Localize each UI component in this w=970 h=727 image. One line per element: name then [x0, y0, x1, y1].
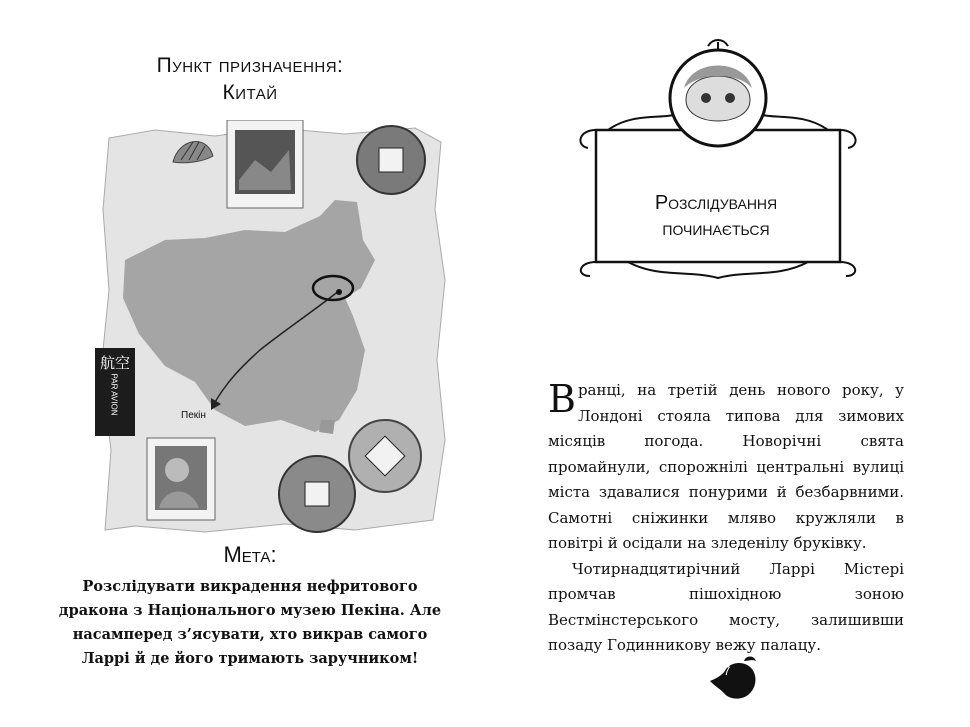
map-illustration — [95, 120, 455, 540]
chapter-title-line2: починається — [662, 218, 770, 240]
destination-heading — [60, 52, 440, 106]
chapter-frame — [568, 38, 868, 283]
destination-label: Пункт призначення: — [156, 54, 344, 77]
chinese-coin-icon — [349, 420, 421, 492]
chinese-coin-icon — [357, 126, 425, 194]
bird-silhouette-icon — [706, 655, 766, 705]
great-wall-stamp — [227, 120, 303, 208]
beijing-dot — [336, 289, 342, 295]
airmail-chinese-text: 航空 — [99, 354, 130, 372]
paragraph-1-text: ранці, на третій день нового року, у Лондоні стояла типова для зимових місяців погода. Новорічні свята промайнули, спорожнілі центральні вулиці міста здавалися понурими й безбарвними. Самотні сніжинки мляво кружляли в повітрі й осідали на зледенілу бруківку. — [548, 381, 904, 552]
chinese-coin-icon — [279, 456, 355, 532]
portrait-stamp — [147, 438, 215, 520]
china-map-collage — [95, 120, 455, 540]
hainan-island — [319, 420, 335, 434]
character-face-icon — [686, 76, 750, 121]
chapter-title-line1: Розслідування — [654, 192, 778, 214]
page-number: 7 — [723, 664, 731, 678]
goal-text: Розслідувати викрадення нефритового дракона з Національного музею Пекіна. Але насамперед з’ясувати, хто викрав самого Ларрі й де його тримають заручником! — [58, 578, 442, 667]
destination-country: Китай — [222, 81, 278, 104]
goal-heading: Мета: — [223, 542, 277, 567]
airmail-par-avion-text: PAR AVION — [109, 373, 119, 416]
paragraph-2: Чотирнадцятирічний Ларрі Містері промчав пішохідною зоною Вестмінстерського мосту, залишивши позаду Годинникову вежу палацу. — [548, 559, 904, 654]
page-number-badge — [706, 655, 756, 705]
beijing-label: Пекін — [181, 410, 206, 421]
chapter-title — [600, 190, 832, 242]
drop-cap: В — [548, 377, 576, 421]
paragraph-1 — [548, 378, 904, 557]
ornamental-frame — [568, 38, 868, 283]
chapter-body — [548, 378, 904, 659]
